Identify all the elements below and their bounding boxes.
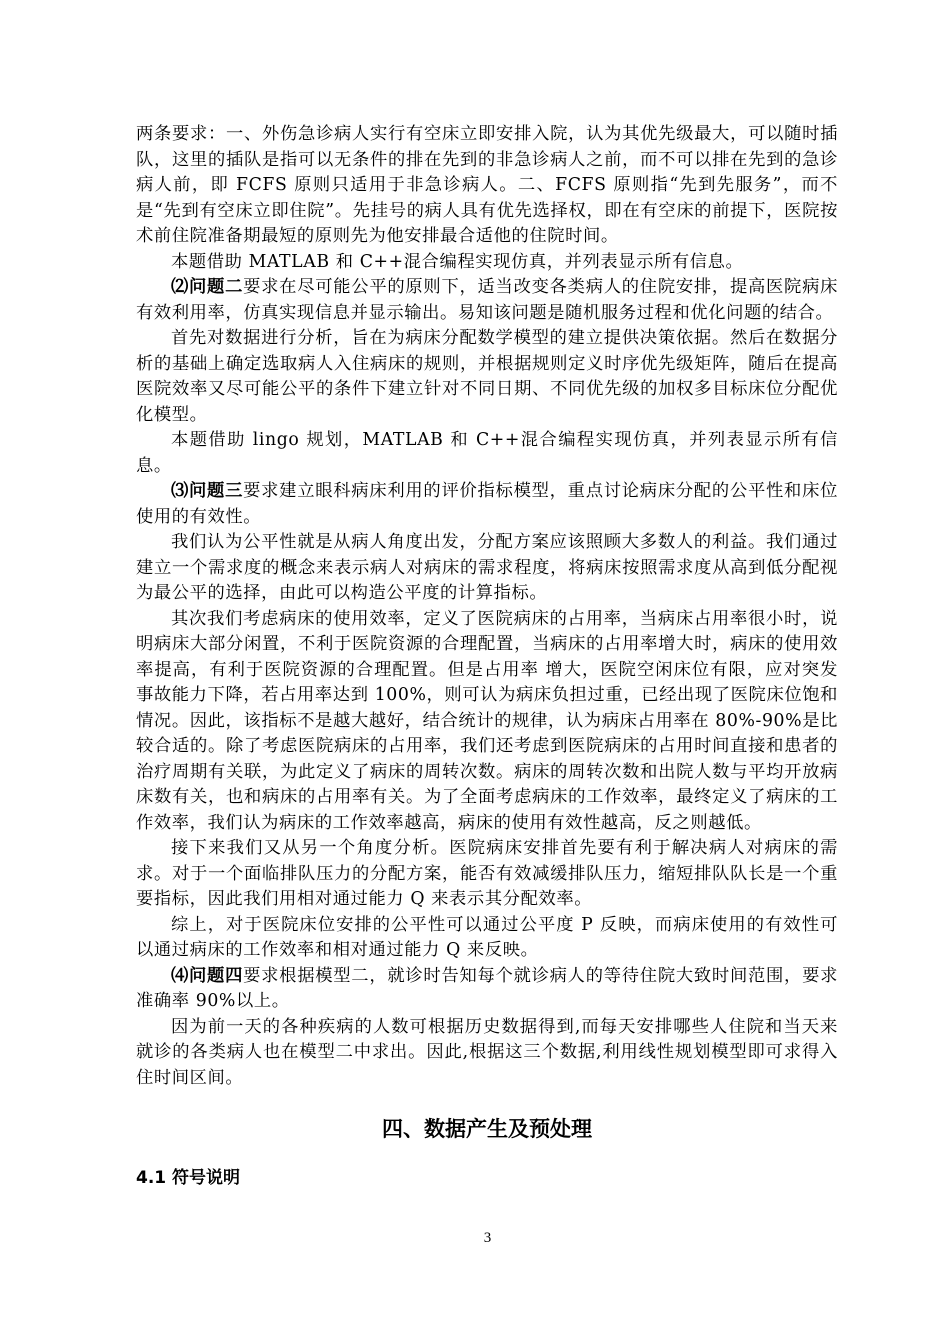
paragraph (136, 250, 838, 276)
paragraph-text: 要求建立眼科病床利用的评价指标模型，重点讨论病床分配的公平性和床位使用的有效性。 (136, 481, 838, 527)
paragraph-text: 要求在尽可能公平的原则下，适当改变各类病人的住院安排，提高医院病床有效利用率，仿真实现信息并显示输出。易知该问题是随机服务过程和优化问题的结合。 (136, 277, 838, 323)
problem-label: ⑶问题三 (171, 481, 244, 501)
paragraph (136, 964, 838, 1015)
subsection-title: 4.1 符号说明 (136, 1168, 241, 1188)
paragraph (136, 1015, 838, 1092)
paragraph-text: 首先对数据进行分析，旨在为病床分配数学模型的建立提供决策依据。然后在数据分析的基础上确定选取病人入住病床的规则，并根据规则定义时序优先级矩阵，随后在提高医院效率又尽可能公平的条件下建立针对不同日期、不同优先级的加权多目标床位分配优化模型。 (136, 328, 838, 425)
section-title: 四、数据产生及预处理 (382, 1117, 592, 1141)
page-number: 3 (483, 1230, 492, 1246)
paragraph (136, 428, 838, 479)
paragraph (136, 122, 838, 250)
paragraph-text: 接下来我们又从另一个角度分析。医院病床安排首先要有利于解决病人对病床的需求。对于一个面临排队压力的分配方案，能否有效减缓排队压力，缩短排队队长是一个重要指标，因此我们用相对通过能力 Q 来表示其分配效率。 (136, 838, 838, 909)
paragraph-text: 综上，对于医院床位安排的公平性可以通过公平度 P 反映，而病床使用的有效性可以通过病床的工作效率和相对通过能力 Q 来反映。 (136, 914, 838, 960)
body-text (136, 122, 838, 1091)
paragraph-text: 要求根据模型二，就诊时告知每个就诊病人的等待住院大致时间范围，要求准确率 90%以上。 (136, 965, 838, 1011)
paragraph (136, 607, 838, 837)
paragraph-text: 两条要求：一、外伤急诊病人实行有空床立即安排入院，认为其优先级最大，可以随时插队，这里的插队是指可以无条件的排在先到的非急诊病人之前，而不可以排在先到的急诊病人前，即 FCFS 原则只适用于非急诊病人。二、FCFS 原则指“先到先服务”，而不是“先到有空床立即住院”。先挂号的病人具有优先选择权，即在有空床的前提下，医院按术前住院准备期最短的原则先为他安排最合适他的住院时间。 (136, 124, 838, 246)
paragraph-text: 我们认为公平性就是从病人角度出发，分配方案应该照顾大多数人的利益。我们通过建立一个需求度的概念来表示病人对病床的需求程度，将病床按照需求度从高到低分配视为最公平的选择，由此可以构造公平度的计算指标。 (136, 532, 838, 603)
paragraph (136, 275, 838, 326)
problem-label: ⑵问题二 (171, 277, 244, 297)
paragraph (136, 530, 838, 607)
paragraph (136, 836, 838, 913)
paragraph-text: 本题借助 MATLAB 和 C++混合编程实现仿真，并列表显示所有信息。 (171, 251, 744, 272)
paragraph-text: 因为前一天的各种疾病的人数可根据历史数据得到,而每天安排哪些人住院和当天来就诊的各类病人也在模型二中求出。因此,根据这三个数据,利用线性规划模型即可求得入住时间区间。 (136, 1016, 838, 1088)
problem-label: ⑷问题四 (171, 965, 244, 986)
paragraph-text: 本题借助 lingo 规划，MATLAB 和 C++混合编程实现仿真，并列表显示所有信息。 (136, 430, 838, 476)
paragraph-text: 其次我们考虑病床的使用效率，定义了医院病床的占用率，当病床占用率很小时，说明病床大部分闲置，不利于医院资源的合理配置，当病床的占用率增大时，病床的使用效率提高，有利于医院资源的合理配置。但是占用率 增大，医院空闲床位有限，应对突发事故能力下降，若占用率达到 100%，则可认为病床负担过重，已经出现了医院床位饱和情况。因此，该指标不是越大越好，结合统计的规律，认为病床占用率在 80%-90%是比较合适的。除了考虑医院病床的占用率，我们还考虑到医院病床的占用时间直接和患者的治疗周期有关联，为此定义了病床的周转次数。病床的周转次数和出院人数与平均开放病床数有关，也和病床的占用率有关。为了全面考虑病床的工作效率，最终定义了病床的工作效率，我们认为病床的工作效率越高，病床的使用有效性越高，反之则越低。 (136, 608, 838, 833)
paragraph (136, 326, 838, 428)
paragraph (136, 913, 838, 964)
paragraph (136, 479, 838, 530)
